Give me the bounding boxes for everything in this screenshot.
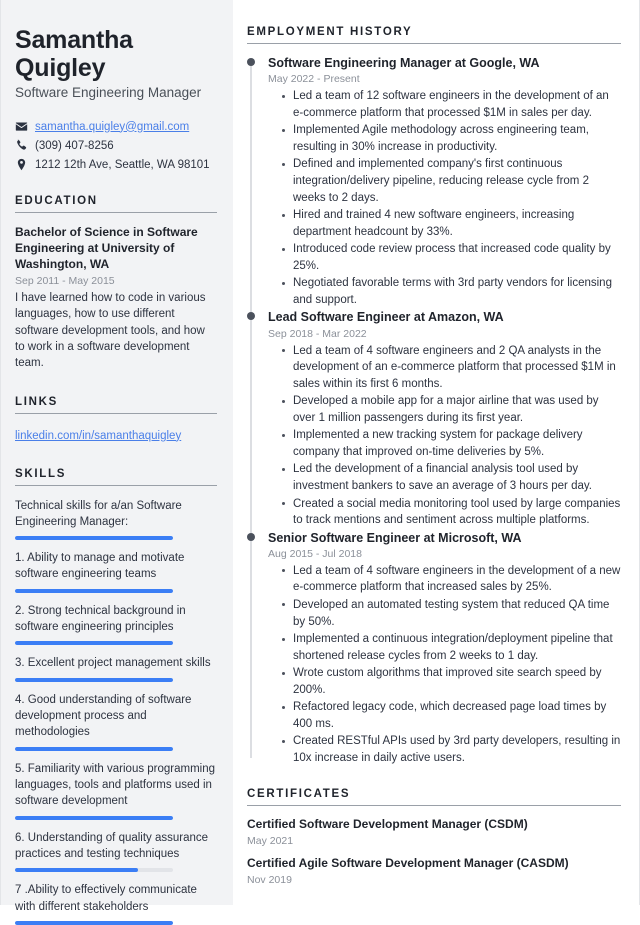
contact-row bbox=[15, 158, 217, 171]
contact-row bbox=[15, 139, 217, 152]
skill-bar-fill bbox=[15, 868, 138, 872]
employment-bullet: Defined and implemented company's first continuous integration/delivery pipeline, reducing release cycle from 2 weeks to 2 days. bbox=[282, 156, 621, 206]
employment-timeline bbox=[247, 55, 621, 766]
employment-history-heading: EMPLOYMENT HISTORY bbox=[247, 26, 621, 44]
skill-label: 2. Strong technical background in software engineering principles bbox=[15, 603, 217, 636]
skill-label: 1. Ability to manage and motivate software engineering teams bbox=[15, 550, 217, 583]
employment-bullet: Hired and trained 4 new software engineers, increasing department headcount by 33%. bbox=[282, 207, 621, 240]
employment-date: Sep 2018 - Mar 2022 bbox=[268, 328, 621, 340]
skill-label: 4. Good understanding of software development process and methodologies bbox=[15, 692, 217, 741]
skill-label: 6. Understanding of quality assurance practices and testing techniques bbox=[15, 830, 217, 863]
skill-bar-track bbox=[15, 747, 173, 751]
candidate-job-title: Software Engineering Manager bbox=[15, 85, 217, 100]
certificate-name: Certified Software Development Manager (CSDM) bbox=[247, 817, 621, 833]
employment-title: Senior Software Engineer at Microsoft, WA bbox=[268, 530, 621, 546]
contact-list bbox=[15, 120, 217, 171]
skill-bar-fill bbox=[15, 921, 173, 925]
skill-bar-fill bbox=[15, 536, 173, 540]
certificates-list bbox=[247, 817, 621, 885]
map-pin-icon bbox=[15, 158, 28, 171]
main-content bbox=[233, 0, 639, 905]
timeline-dot-icon bbox=[247, 312, 255, 320]
employment-bullet: Led a team of 12 software engineers in the development of an e-commerce platform that processed $1M in sales per day. bbox=[282, 88, 621, 121]
certificates-section bbox=[247, 788, 621, 885]
skill-entry bbox=[15, 603, 217, 646]
phone-icon bbox=[15, 139, 28, 152]
skill-bar-fill bbox=[15, 678, 173, 682]
contact-value[interactable]: samantha.quigley@gmail.com bbox=[35, 121, 189, 133]
sidebar bbox=[1, 0, 233, 905]
employment-bullet: Implemented a new tracking system for package delivery company that improved on-time deliveries by 5%. bbox=[282, 427, 621, 460]
employment-bullets bbox=[268, 88, 621, 308]
skills-intro: Technical skills for a/an Software Engineering Manager: bbox=[15, 498, 217, 531]
skill-entry bbox=[15, 761, 217, 820]
employment-entry bbox=[247, 309, 621, 528]
employment-date: Aug 2015 - Jul 2018 bbox=[268, 548, 621, 560]
employment-title: Software Engineering Manager at Google, WA bbox=[268, 55, 621, 71]
certificates-heading: CERTIFICATES bbox=[247, 788, 621, 806]
employment-entry bbox=[247, 55, 621, 308]
skill-bar-track bbox=[15, 816, 173, 820]
employment-bullet: Led the development of a financial analysis tool used by investment bankers to save an average of 3 hours per day. bbox=[282, 461, 621, 494]
employment-title: Lead Software Engineer at Amazon, WA bbox=[268, 309, 621, 325]
employment-bullet: Developed an automated testing system that reduced QA time by 50%. bbox=[282, 597, 621, 630]
skill-entry bbox=[15, 550, 217, 593]
employment-bullets bbox=[268, 343, 621, 529]
links-list bbox=[15, 426, 217, 444]
envelope-icon bbox=[15, 120, 28, 133]
skill-entry bbox=[15, 882, 217, 925]
employment-bullet: Implemented Agile methodology across engineering team, resulting in 30% increase in productivity. bbox=[282, 122, 621, 155]
employment-bullet: Implemented a continuous integration/deployment pipeline that shortened release cycles from 2 weeks to 1 day. bbox=[282, 631, 621, 664]
skill-label: 5. Familiarity with various programming languages, tools and platforms used in software development bbox=[15, 761, 217, 810]
candidate-name: Samantha Quigley bbox=[15, 26, 217, 82]
skill-bar-track bbox=[15, 641, 173, 645]
skill-bar-track bbox=[15, 921, 173, 925]
skill-bar-fill bbox=[15, 747, 173, 751]
education-degree: Bachelor of Science in Software Engineering at University of Washington, WA bbox=[15, 225, 217, 273]
education-date: Sep 2011 - May 2015 bbox=[15, 275, 217, 287]
skill-label: 3. Excellent project management skills bbox=[15, 655, 217, 671]
employment-history-section bbox=[247, 26, 621, 766]
links-section bbox=[15, 396, 217, 444]
timeline-dot-icon bbox=[247, 58, 255, 66]
certificate-entry bbox=[247, 856, 621, 886]
contact-row bbox=[15, 120, 217, 133]
certificate-date: May 2021 bbox=[247, 835, 621, 847]
employment-entry bbox=[247, 530, 621, 767]
employment-bullet: Developed a mobile app for a major airline that was used by over 1 million passengers during its first year. bbox=[282, 393, 621, 426]
link-item[interactable]: linkedin.com/in/samanthaquigley bbox=[15, 430, 181, 442]
skill-bar-track bbox=[15, 678, 173, 682]
skill-bar-fill bbox=[15, 589, 173, 593]
skill-entry bbox=[15, 655, 217, 681]
employment-bullet: Led a team of 4 software engineers in the development of a new e-commerce platform that increased sales by 25%. bbox=[282, 563, 621, 596]
education-section bbox=[15, 195, 217, 372]
skill-bar-fill bbox=[15, 816, 173, 820]
certificate-name: Certified Agile Software Development Manager (CASDM) bbox=[247, 856, 621, 872]
employment-bullet: Created RESTful APIs used by 3rd party developers, resulting in 10x increase in daily active users. bbox=[282, 733, 621, 766]
employment-bullet: Led a team of 4 software engineers and 2 QA analysts in the development of an e-commerce platform that processed $1M in sales within its first 6 months. bbox=[282, 343, 621, 393]
employment-bullet: Refactored legacy code, which decreased page load times by 400 ms. bbox=[282, 699, 621, 732]
employment-bullets bbox=[268, 563, 621, 767]
links-heading: LINKS bbox=[15, 396, 217, 414]
skill-label: 7 .Ability to effectively communicate with different stakeholders bbox=[15, 882, 217, 915]
skills-heading: SKILLS bbox=[15, 468, 217, 486]
skill-entry bbox=[15, 692, 217, 751]
contact-value: (309) 407-8256 bbox=[35, 140, 114, 152]
education-heading: EDUCATION bbox=[15, 195, 217, 213]
employment-bullet: Negotiated favorable terms with 3rd party vendors for licensing and support. bbox=[282, 275, 621, 308]
employment-bullet: Created a social media monitoring tool used by large companies to track mentions and sentiment across multiple platforms. bbox=[282, 496, 621, 529]
skill-bar-track bbox=[15, 868, 173, 872]
skill-bar-track bbox=[15, 536, 173, 540]
skill-bar-track bbox=[15, 589, 173, 593]
skills-list bbox=[15, 550, 217, 925]
employment-bullet: Wrote custom algorithms that improved site search speed by 200%. bbox=[282, 665, 621, 698]
skill-entry bbox=[15, 830, 217, 873]
employment-date: May 2022 - Present bbox=[268, 73, 621, 85]
contact-value: 1212 12th Ave, Seattle, WA 98101 bbox=[35, 159, 210, 171]
employment-bullet: Introduced code review process that increased code quality by 25%. bbox=[282, 241, 621, 274]
timeline-dot-icon bbox=[247, 533, 255, 541]
skills-section bbox=[15, 468, 217, 925]
skills-intro-entry bbox=[15, 498, 217, 541]
certificate-entry bbox=[247, 817, 621, 847]
education-description: I have learned how to code in various languages, how to use different software development tools, and how to work in a software development team. bbox=[15, 290, 217, 372]
skill-bar-fill bbox=[15, 641, 173, 645]
certificate-date: Nov 2019 bbox=[247, 874, 621, 886]
